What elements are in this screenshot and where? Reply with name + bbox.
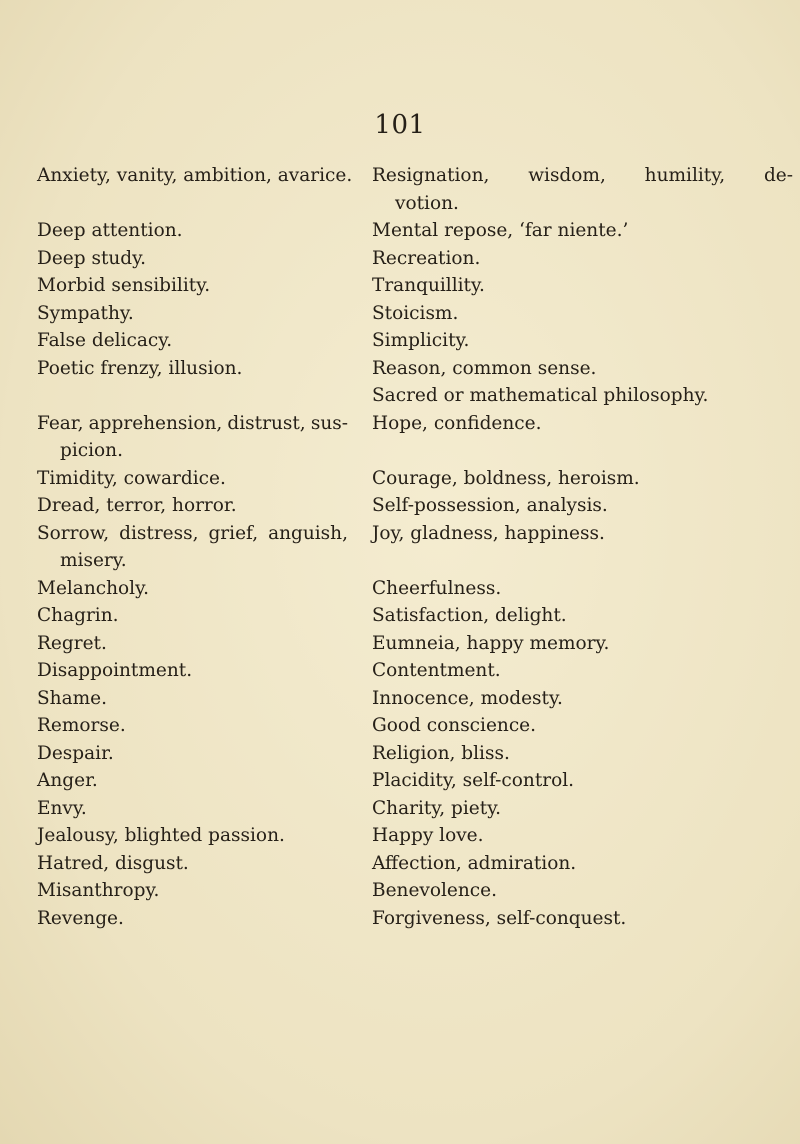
text-line: Mental repose, ‘far niente.’ bbox=[372, 220, 629, 241]
left-column bbox=[37, 162, 367, 932]
text-line: Anger. bbox=[37, 770, 98, 791]
right-column bbox=[372, 162, 796, 932]
word: distrust, bbox=[227, 412, 306, 434]
blank-line bbox=[37, 382, 367, 410]
text-line: Good conscience. bbox=[372, 715, 537, 736]
text-line: Envy. bbox=[37, 797, 87, 819]
text-line: Affection, admiration. bbox=[372, 852, 577, 874]
word: apprehension, bbox=[88, 412, 223, 434]
word: sus- bbox=[310, 412, 348, 434]
text-line: Simplicity. bbox=[372, 330, 470, 351]
text-line: Anxiety, vanity, ambition, avarice. bbox=[37, 165, 353, 186]
text-line: Misanthropy. bbox=[37, 880, 160, 901]
text-line: Despair. bbox=[37, 742, 114, 764]
text-line bbox=[37, 520, 348, 548]
text-line: Religion, bliss. bbox=[372, 742, 510, 764]
text-line: Deep study. bbox=[37, 247, 147, 269]
text-line: Benevolence. bbox=[372, 880, 497, 901]
text-line: Remorse. bbox=[37, 715, 126, 736]
text-line: Cheerfulness. bbox=[372, 577, 502, 599]
text-line: Stoicism. bbox=[372, 302, 459, 324]
text-line: Disappointment. bbox=[37, 660, 193, 681]
text-line: Placidity, self-control. bbox=[372, 770, 575, 791]
text-line: Satisfaction, delight. bbox=[372, 605, 567, 626]
text-line: Regret. bbox=[37, 632, 107, 654]
text-line: Happy love. bbox=[372, 825, 484, 846]
text-line: misery. bbox=[60, 550, 127, 571]
text-line: Contentment. bbox=[372, 660, 501, 681]
text-line: picion. bbox=[60, 440, 123, 461]
word: Resignation, bbox=[372, 165, 490, 186]
text-line: Chagrin. bbox=[37, 605, 119, 626]
text-line: Dread, terror, horror. bbox=[37, 495, 237, 516]
word: distress, bbox=[119, 522, 199, 544]
text-line: Innocence, modesty. bbox=[372, 687, 563, 709]
blank-line bbox=[372, 437, 796, 465]
text-line: votion. bbox=[395, 192, 459, 214]
text-line: Sacred or mathematical philosophy. bbox=[372, 385, 709, 406]
word: anguish, bbox=[268, 522, 348, 544]
word: grief, bbox=[208, 522, 259, 544]
text-line: Jealousy, blighted passion. bbox=[37, 825, 285, 846]
word: de- bbox=[763, 165, 793, 186]
word: wisdom, bbox=[528, 165, 606, 186]
text-line bbox=[372, 162, 793, 190]
text-line: Eumneia, happy memory. bbox=[372, 632, 610, 654]
text-line: Charity, piety. bbox=[372, 797, 502, 819]
text-line: Forgiveness, self-conquest. bbox=[372, 907, 627, 929]
word: humility, bbox=[644, 165, 726, 186]
text-line: Hatred, disgust. bbox=[37, 852, 189, 874]
blank-line bbox=[372, 547, 796, 575]
text-line bbox=[37, 410, 348, 438]
text-line: Shame. bbox=[37, 687, 107, 709]
text-line: Joy, gladness, happiness. bbox=[372, 522, 605, 544]
page-number: 101 bbox=[374, 110, 426, 140]
text-line: Sympathy. bbox=[37, 302, 134, 324]
text-line: Timidity, cowardice. bbox=[37, 467, 226, 489]
text-line: Reason, common sense. bbox=[372, 357, 597, 379]
text-line: Morbid sensibility. bbox=[37, 275, 211, 296]
blank-line bbox=[37, 190, 367, 218]
text-line: Deep attention. bbox=[37, 220, 183, 241]
text-line: False delicacy. bbox=[37, 330, 173, 351]
text-line: Hope, confidence. bbox=[372, 412, 542, 434]
word: Fear, bbox=[37, 412, 84, 434]
word: Sorrow, bbox=[37, 522, 110, 544]
text-line: Poetic frenzy, illusion. bbox=[37, 357, 243, 379]
text-line: Revenge. bbox=[37, 907, 124, 929]
text-line: Tranquillity. bbox=[372, 275, 485, 296]
text-line: Melancholy. bbox=[37, 577, 149, 599]
text-line: Courage, boldness, heroism. bbox=[372, 467, 640, 489]
text-line: Recreation. bbox=[372, 247, 481, 269]
text-line: Self-possession, analysis. bbox=[372, 495, 608, 516]
